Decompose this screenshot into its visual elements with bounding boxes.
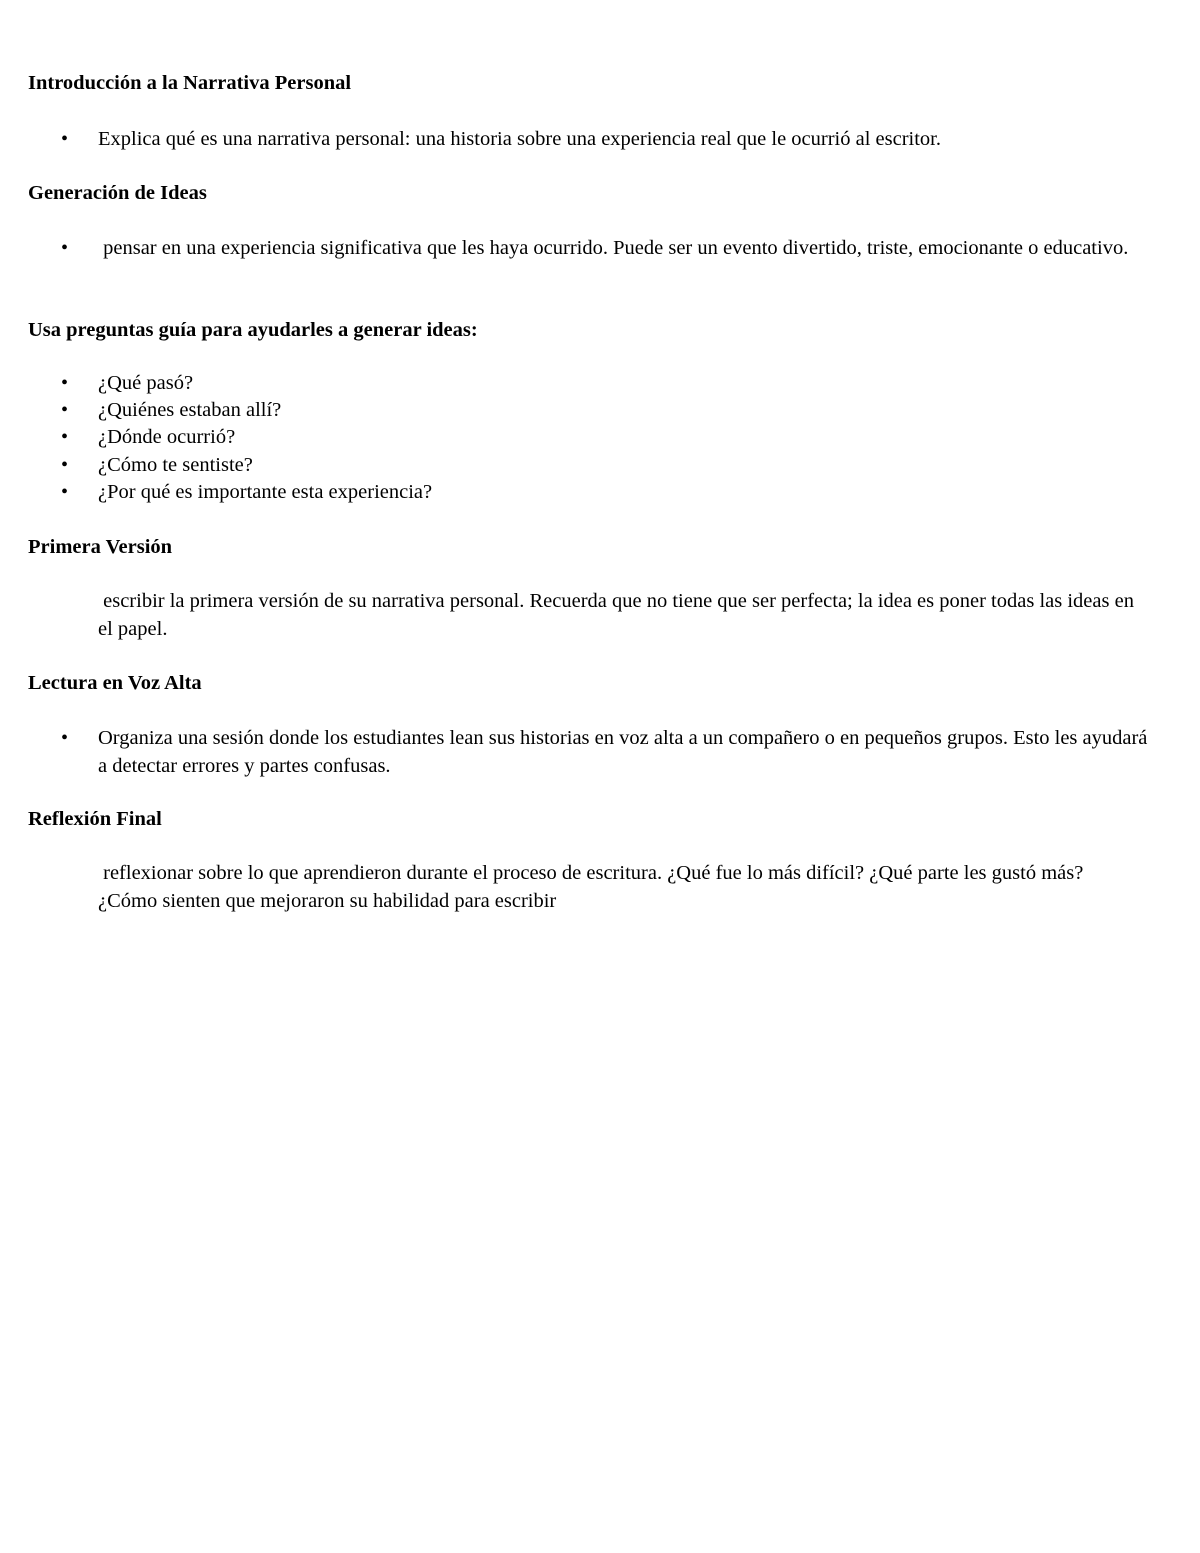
list-item: Organiza una sesión donde los estudiantes lean sus historias en voz alta a un compañero o en pequeños grupos. Esto les ayudará a detectar errores y partes confusas. bbox=[98, 727, 1148, 777]
section-heading-introduccion: Introducción a la Narrativa Personal bbox=[28, 72, 352, 94]
bullet-icon: • bbox=[61, 727, 69, 749]
bullet-icon: • bbox=[61, 128, 69, 150]
list-item: ¿Por qué es importante esta experiencia? bbox=[98, 481, 433, 503]
section-heading-reflexion-final: Reflexión Final bbox=[28, 808, 162, 830]
bullet-icon: • bbox=[61, 399, 69, 421]
section-heading-primera-version: Primera Versión bbox=[28, 536, 173, 558]
list-item: ¿Dónde ocurrió? bbox=[98, 426, 236, 448]
indented-paragraph: reflexionar sobre lo que aprendieron durante el proceso de escritura. ¿Qué fue lo más difícil? ¿Qué parte les gustó más? ¿Cómo sienten que mejoraron su habilidad para escribir bbox=[98, 862, 1089, 912]
section-heading-lectura-voz-alta: Lectura en Voz Alta bbox=[28, 672, 202, 694]
section-heading-generacion: Generación de Ideas bbox=[28, 182, 207, 204]
bullet-icon: • bbox=[61, 372, 69, 394]
bullet-icon: • bbox=[61, 454, 69, 476]
list-item: ¿Quiénes estaban allí? bbox=[98, 399, 282, 421]
list-item: Explica qué es una narrativa personal: una historia sobre una experiencia real que le ocurrió al escritor. bbox=[98, 128, 941, 150]
section-heading-preguntas-guia: Usa preguntas guía para ayudarles a generar ideas: bbox=[28, 319, 478, 341]
indented-paragraph: escribir la primera versión de su narrativa personal. Recuerda que no tiene que ser perfecta; la idea es poner todas las ideas en el papel. bbox=[98, 590, 1140, 640]
list-item: ¿Qué pasó? bbox=[98, 372, 194, 394]
bullet-icon: • bbox=[61, 426, 69, 448]
bullet-icon: • bbox=[61, 481, 69, 503]
bullet-icon: • bbox=[61, 237, 69, 259]
list-item: pensar en una experiencia significativa que les haya ocurrido. Puede ser un evento divertido, triste, emocionante o educativo. bbox=[98, 237, 1129, 259]
list-item: ¿Cómo te sentiste? bbox=[98, 454, 253, 476]
